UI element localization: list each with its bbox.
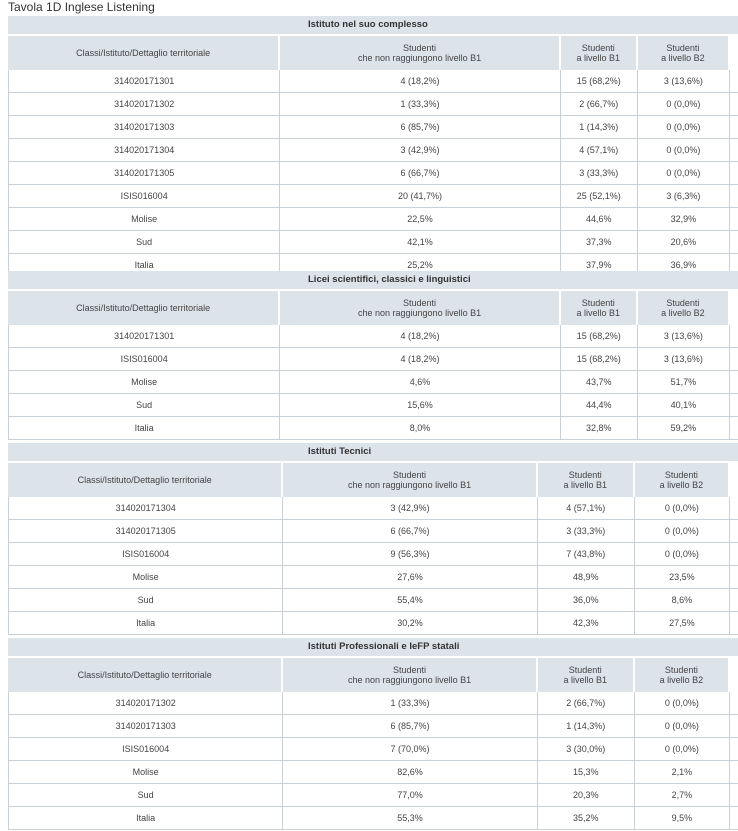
cell-b2: 8,6% bbox=[635, 589, 730, 612]
cell-area: Molise bbox=[8, 566, 283, 589]
col-header-area-line-1: Classi/Istituto/Dettaglio territoriale bbox=[76, 48, 211, 58]
row-edge bbox=[730, 497, 738, 520]
col-header-b1-line-2: a livello B1 bbox=[576, 53, 621, 63]
row-edge bbox=[730, 162, 738, 185]
col-header-below-b1 bbox=[283, 461, 537, 497]
col-header-area-line-1: Classi/Istituto/Dettaglio territoriale bbox=[77, 670, 212, 680]
cell-below-b1: 4 (18,2%) bbox=[280, 325, 560, 348]
row-edge bbox=[730, 93, 738, 116]
table-row bbox=[8, 761, 738, 784]
cell-b2: 0 (0,0%) bbox=[635, 738, 730, 761]
row-edge bbox=[730, 417, 738, 440]
table-row bbox=[8, 784, 738, 807]
col-header-b1-line-2: a livello B1 bbox=[563, 675, 608, 685]
cell-area: Italia bbox=[8, 612, 283, 635]
table-row bbox=[8, 70, 738, 93]
cell-b1: 15 (68,2%) bbox=[561, 348, 638, 371]
cell-below-b1: 6 (66,7%) bbox=[280, 162, 560, 185]
header-edge bbox=[730, 34, 738, 70]
cell-b1: 43,7% bbox=[561, 371, 638, 394]
row-edge bbox=[730, 208, 738, 231]
cell-area: Italia bbox=[8, 417, 280, 440]
col-header-b2 bbox=[635, 461, 730, 497]
col-header-area-line-1: Classi/Istituto/Dettaglio territoriale bbox=[77, 475, 212, 485]
table-row bbox=[8, 543, 738, 566]
cell-b2: 3 (13,6%) bbox=[638, 348, 730, 371]
cell-below-b1: 4,6% bbox=[280, 371, 560, 394]
cell-below-b1: 6 (85,7%) bbox=[283, 715, 537, 738]
row-edge bbox=[730, 185, 738, 208]
header-edge bbox=[730, 289, 738, 325]
cell-b2: 40,1% bbox=[638, 394, 730, 417]
cell-below-b1: 4 (18,2%) bbox=[280, 70, 560, 93]
cell-b2: 3 (13,6%) bbox=[638, 70, 730, 93]
cell-b1: 15 (68,2%) bbox=[561, 70, 638, 93]
cell-b2: 0 (0,0%) bbox=[635, 692, 730, 715]
cell-area: Italia bbox=[8, 254, 280, 277]
row-edge bbox=[730, 325, 738, 348]
row-edge bbox=[730, 589, 738, 612]
cell-below-b1: 42,1% bbox=[280, 231, 560, 254]
col-header-area bbox=[8, 34, 280, 70]
cell-below-b1: 3 (42,9%) bbox=[283, 497, 537, 520]
cell-area: Sud bbox=[8, 231, 280, 254]
cell-b2: 3 (13,6%) bbox=[638, 325, 730, 348]
data-table bbox=[8, 289, 738, 440]
cell-b1: 44,4% bbox=[561, 394, 638, 417]
col-header-b1-line-1: Studenti bbox=[568, 470, 602, 480]
cell-b1: 4 (57,1%) bbox=[561, 139, 638, 162]
cell-below-b1: 4 (18,2%) bbox=[280, 348, 560, 371]
col-header-b2 bbox=[638, 289, 730, 325]
cell-b2: 32,9% bbox=[638, 208, 730, 231]
cell-below-b1: 3 (42,9%) bbox=[280, 139, 560, 162]
section-title: Istituti Tecnici bbox=[8, 443, 738, 461]
section-2 bbox=[8, 271, 738, 440]
cell-below-b1: 82,6% bbox=[283, 761, 537, 784]
cell-area: 314020171301 bbox=[8, 325, 280, 348]
cell-area: 314020171303 bbox=[8, 116, 280, 139]
col-header-below-b1-line-1: Studenti bbox=[403, 298, 437, 308]
cell-below-b1: 22,5% bbox=[280, 208, 560, 231]
cell-area: ISIS016004 bbox=[8, 738, 283, 761]
cell-b2: 0 (0,0%) bbox=[638, 139, 730, 162]
table-row bbox=[8, 520, 738, 543]
cell-b1: 3 (30,0%) bbox=[538, 738, 635, 761]
cell-b2: 20,6% bbox=[638, 231, 730, 254]
cell-b2: 0 (0,0%) bbox=[638, 116, 730, 139]
col-header-b2 bbox=[638, 34, 730, 70]
table-row bbox=[8, 208, 738, 231]
page-title: Tavola 1D Inglese Listening bbox=[8, 0, 155, 14]
cell-area: 314020171302 bbox=[8, 93, 280, 116]
cell-area: 314020171301 bbox=[8, 70, 280, 93]
table-row bbox=[8, 589, 738, 612]
col-header-below-b1-line-1: Studenti bbox=[403, 43, 437, 53]
cell-area: 314020171304 bbox=[8, 497, 283, 520]
cell-below-b1: 55,3% bbox=[283, 807, 537, 830]
cell-below-b1: 20 (41,7%) bbox=[280, 185, 560, 208]
cell-below-b1: 6 (85,7%) bbox=[280, 116, 560, 139]
col-header-b2-line-2: a livello B2 bbox=[661, 53, 705, 63]
col-header-b2-line-2: a livello B2 bbox=[659, 675, 704, 685]
cell-b2: 0 (0,0%) bbox=[638, 93, 730, 116]
cell-b1: 3 (33,3%) bbox=[538, 520, 635, 543]
col-header-below-b1-line-2: che non raggiungono livello B1 bbox=[348, 675, 472, 685]
table-row bbox=[8, 93, 738, 116]
cell-area: Sud bbox=[8, 394, 280, 417]
col-header-area bbox=[8, 656, 283, 692]
row-edge bbox=[730, 784, 738, 807]
cell-b1: 42,3% bbox=[538, 612, 635, 635]
data-table bbox=[8, 34, 738, 277]
cell-area: 314020171302 bbox=[8, 692, 283, 715]
col-header-below-b1-line-1: Studenti bbox=[393, 470, 427, 480]
cell-area: 314020171303 bbox=[8, 715, 283, 738]
cell-b2: 0 (0,0%) bbox=[635, 543, 730, 566]
cell-below-b1: 6 (66,7%) bbox=[283, 520, 537, 543]
cell-b2: 51,7% bbox=[638, 371, 730, 394]
cell-b1: 2 (66,7%) bbox=[538, 692, 635, 715]
cell-below-b1: 55,4% bbox=[283, 589, 537, 612]
col-header-below-b1-line-1: Studenti bbox=[393, 665, 427, 675]
cell-b1: 1 (14,3%) bbox=[538, 715, 635, 738]
cell-b1: 7 (43,8%) bbox=[538, 543, 635, 566]
cell-b1: 4 (57,1%) bbox=[538, 497, 635, 520]
row-edge bbox=[730, 738, 738, 761]
cell-b2: 27,5% bbox=[635, 612, 730, 635]
cell-b2: 23,5% bbox=[635, 566, 730, 589]
cell-b1: 1 (14,3%) bbox=[561, 116, 638, 139]
row-edge bbox=[730, 116, 738, 139]
col-header-b1 bbox=[538, 656, 635, 692]
section-4 bbox=[8, 638, 738, 830]
row-edge bbox=[730, 371, 738, 394]
table-row bbox=[8, 231, 738, 254]
cell-b1: 2 (66,7%) bbox=[561, 93, 638, 116]
cell-area: ISIS016004 bbox=[8, 185, 280, 208]
col-header-area-line-1: Classi/Istituto/Dettaglio territoriale bbox=[76, 303, 211, 313]
table-row bbox=[8, 325, 738, 348]
col-header-b2-line-2: a livello B2 bbox=[661, 308, 705, 318]
row-edge bbox=[730, 139, 738, 162]
cell-b2: 3 (6,3%) bbox=[638, 185, 730, 208]
col-header-below-b1-line-2: che non raggiungono livello B1 bbox=[358, 53, 482, 63]
col-header-area bbox=[8, 289, 280, 325]
cell-below-b1: 25,2% bbox=[280, 254, 560, 277]
cell-below-b1: 27,6% bbox=[283, 566, 537, 589]
cell-b1: 35,2% bbox=[538, 807, 635, 830]
cell-area: Italia bbox=[8, 807, 283, 830]
table-row bbox=[8, 497, 738, 520]
cell-area: Molise bbox=[8, 371, 280, 394]
cell-below-b1: 9 (56,3%) bbox=[283, 543, 537, 566]
row-edge bbox=[730, 761, 738, 784]
row-edge bbox=[730, 394, 738, 417]
table-row bbox=[8, 185, 738, 208]
section-title: Istituto nel suo complesso bbox=[8, 16, 738, 34]
cell-below-b1: 15,6% bbox=[280, 394, 560, 417]
cell-b2: 59,2% bbox=[638, 417, 730, 440]
cell-b1: 36,0% bbox=[538, 589, 635, 612]
col-header-below-b1 bbox=[280, 34, 560, 70]
cell-b2: 0 (0,0%) bbox=[635, 715, 730, 738]
cell-b2: 0 (0,0%) bbox=[635, 497, 730, 520]
row-edge bbox=[730, 348, 738, 371]
col-header-below-b1 bbox=[283, 656, 537, 692]
cell-b1: 32,8% bbox=[561, 417, 638, 440]
cell-below-b1: 77,0% bbox=[283, 784, 537, 807]
cell-b1: 37,3% bbox=[561, 231, 638, 254]
row-edge bbox=[730, 612, 738, 635]
cell-area: Sud bbox=[8, 589, 283, 612]
row-edge bbox=[730, 543, 738, 566]
section-1 bbox=[8, 16, 738, 277]
col-header-b2-line-1: Studenti bbox=[664, 665, 698, 675]
cell-area: 314020171304 bbox=[8, 139, 280, 162]
data-table bbox=[8, 461, 738, 635]
col-header-b1-line-2: a livello B1 bbox=[576, 308, 621, 318]
cell-area: 314020171305 bbox=[8, 520, 283, 543]
table-row bbox=[8, 348, 738, 371]
cell-b2: 2,7% bbox=[635, 784, 730, 807]
header-edge bbox=[730, 656, 738, 692]
cell-below-b1: 7 (70,0%) bbox=[283, 738, 537, 761]
row-edge bbox=[730, 566, 738, 589]
col-header-b1-line-1: Studenti bbox=[581, 298, 615, 308]
table-row bbox=[8, 394, 738, 417]
table-row bbox=[8, 371, 738, 394]
table-row bbox=[8, 738, 738, 761]
cell-below-b1: 8,0% bbox=[280, 417, 560, 440]
section-title: Istituti Professionali e IeFP statali bbox=[8, 638, 738, 656]
cell-below-b1: 1 (33,3%) bbox=[280, 93, 560, 116]
col-header-below-b1 bbox=[280, 289, 560, 325]
col-header-b2-line-2: a livello B2 bbox=[659, 480, 704, 490]
cell-area: Molise bbox=[8, 208, 280, 231]
col-header-b1 bbox=[538, 461, 635, 497]
table-row bbox=[8, 116, 738, 139]
col-header-b2-line-1: Studenti bbox=[666, 298, 700, 308]
col-header-b2-line-1: Studenti bbox=[666, 43, 700, 53]
cell-below-b1: 1 (33,3%) bbox=[283, 692, 537, 715]
row-edge bbox=[730, 715, 738, 738]
cell-b2: 2,1% bbox=[635, 761, 730, 784]
col-header-area bbox=[8, 461, 283, 497]
table-row bbox=[8, 417, 738, 440]
header-edge bbox=[730, 461, 738, 497]
table-row bbox=[8, 715, 738, 738]
col-header-below-b1-line-2: che non raggiungono livello B1 bbox=[348, 480, 472, 490]
col-header-below-b1-line-2: che non raggiungono livello B1 bbox=[358, 308, 482, 318]
col-header-b1 bbox=[561, 289, 638, 325]
cell-area: ISIS016004 bbox=[8, 543, 283, 566]
table-row bbox=[8, 612, 738, 635]
cell-b1: 20,3% bbox=[538, 784, 635, 807]
cell-b1: 48,9% bbox=[538, 566, 635, 589]
row-edge bbox=[730, 231, 738, 254]
col-header-b1-line-1: Studenti bbox=[568, 665, 602, 675]
section-3 bbox=[8, 443, 738, 635]
col-header-b2 bbox=[635, 656, 730, 692]
cell-b1: 25 (52,1%) bbox=[561, 185, 638, 208]
row-edge bbox=[730, 520, 738, 543]
table-row bbox=[8, 566, 738, 589]
cell-b1: 15 (68,2%) bbox=[561, 325, 638, 348]
row-edge bbox=[730, 70, 738, 93]
col-header-b2-line-1: Studenti bbox=[664, 470, 698, 480]
section-title: Licei scientifici, classici e linguistici bbox=[8, 271, 738, 289]
cell-area: Molise bbox=[8, 761, 283, 784]
table-row bbox=[8, 807, 738, 830]
col-header-b1 bbox=[561, 34, 638, 70]
col-header-b1-line-2: a livello B1 bbox=[563, 480, 608, 490]
cell-b2: 36,9% bbox=[638, 254, 730, 277]
data-table bbox=[8, 656, 738, 830]
cell-b1: 15,3% bbox=[538, 761, 635, 784]
cell-area: 314020171305 bbox=[8, 162, 280, 185]
cell-b2: 0 (0,0%) bbox=[638, 162, 730, 185]
row-edge bbox=[730, 807, 738, 830]
cell-b1: 37,9% bbox=[561, 254, 638, 277]
cell-b1: 3 (33,3%) bbox=[561, 162, 638, 185]
cell-b1: 44,6% bbox=[561, 208, 638, 231]
cell-area: ISIS016004 bbox=[8, 348, 280, 371]
table-row bbox=[8, 162, 738, 185]
col-header-b1-line-1: Studenti bbox=[581, 43, 615, 53]
cell-b2: 9,5% bbox=[635, 807, 730, 830]
table-row bbox=[8, 692, 738, 715]
table-row bbox=[8, 139, 738, 162]
row-edge bbox=[730, 692, 738, 715]
cell-below-b1: 30,2% bbox=[283, 612, 537, 635]
cell-area: Sud bbox=[8, 784, 283, 807]
cell-b2: 0 (0,0%) bbox=[635, 520, 730, 543]
